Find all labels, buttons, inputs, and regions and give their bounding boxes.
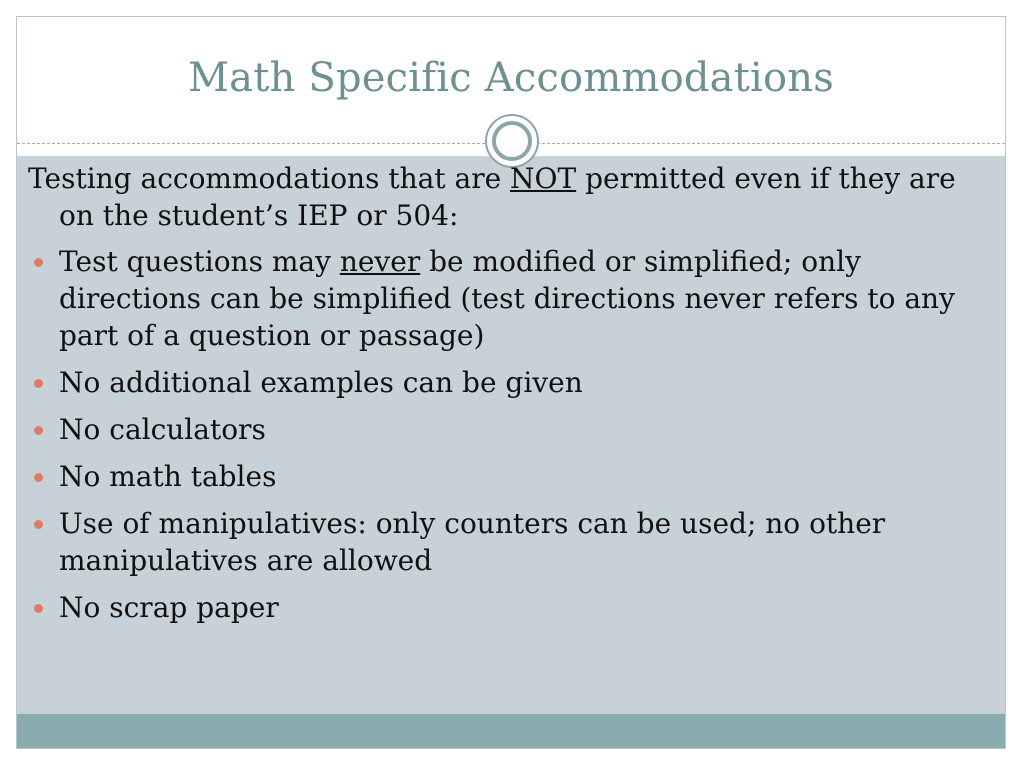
slide-body xyxy=(28,160,958,636)
bullet-dot-icon xyxy=(34,258,43,267)
bullet-text: No scrap paper xyxy=(59,591,279,624)
bullet-dot-icon xyxy=(34,473,43,482)
intro-text-after: permitted even if they are on the student’s IEP or 504: xyxy=(59,162,956,232)
intro-paragraph xyxy=(28,160,958,234)
bullet-dot-icon xyxy=(34,379,43,388)
bullet-dot-icon xyxy=(34,520,43,529)
bullet-text: No calculators xyxy=(59,413,266,446)
bullet-item xyxy=(28,505,958,579)
bullet-item xyxy=(28,589,958,626)
footer-band xyxy=(17,714,1005,748)
bullet-item xyxy=(28,411,958,448)
bullet-text: Use of manipulatives: only counters can be used; no other manipulatives are allowed xyxy=(59,507,886,577)
slide-title: Math Specific Accommodations xyxy=(188,55,834,101)
bullet-text: No math tables xyxy=(59,460,277,493)
bullet-emphasis: never xyxy=(339,245,421,278)
bullet-text-after: be modified or simplified; only directions can be simplified (test directions never refers to any part of a question or passage) xyxy=(59,245,955,352)
bullet-text-before: Test questions may xyxy=(59,245,340,278)
circle-ornament-inner xyxy=(492,121,532,161)
bullet-dot-icon xyxy=(34,426,43,435)
bullet-dot-icon xyxy=(34,604,43,613)
bullet-text: No additional examples can be given xyxy=(59,366,583,399)
bullet-item xyxy=(28,364,958,401)
bullet-list xyxy=(28,243,958,626)
intro-text-before: Testing accommodations that are xyxy=(28,162,511,195)
intro-emphasis: NOT xyxy=(510,162,577,195)
bullet-item xyxy=(28,458,958,495)
bullet-item xyxy=(28,243,958,354)
